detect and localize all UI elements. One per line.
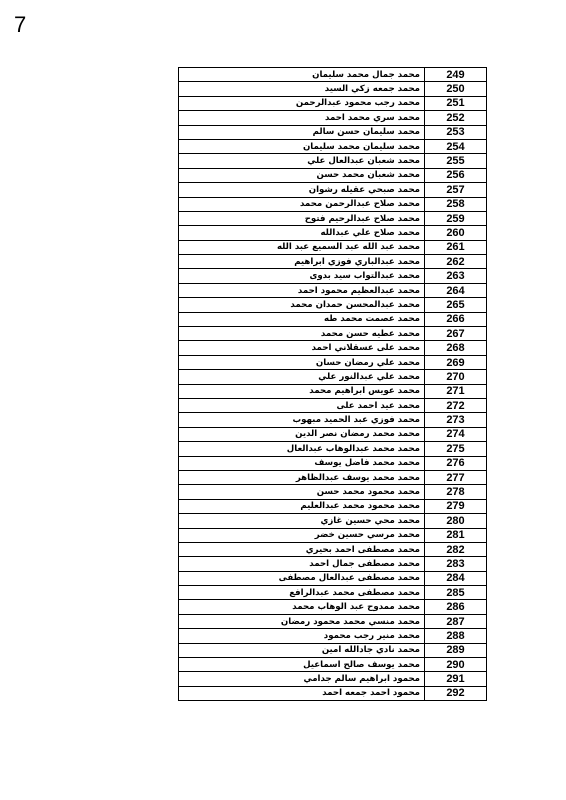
table-row [179,370,487,384]
table-row [179,442,487,456]
number-cell: 259 [425,211,487,225]
number-cell: 251 [425,96,487,110]
table-row [179,686,487,700]
table-row [179,125,487,139]
number-cell: 261 [425,240,487,254]
table-row [179,384,487,398]
name-cell: محمد سري محمد احمد [179,111,425,125]
table-row [179,614,487,628]
table-row [179,183,487,197]
name-cell: محمد سليمان حسن سالم [179,125,425,139]
table-row [179,240,487,254]
number-cell: 275 [425,442,487,456]
name-cell: محمد جمعه زكي السيد [179,82,425,96]
table-row [179,528,487,542]
name-cell: محمد عبد الله عبد السميع عبد الله [179,240,425,254]
number-cell: 257 [425,183,487,197]
number-cell: 273 [425,413,487,427]
table-row [179,600,487,614]
number-cell: 292 [425,686,487,700]
table-row [179,456,487,470]
table-row [179,643,487,657]
table-row [179,168,487,182]
number-cell: 285 [425,586,487,600]
name-cell: محمد رجب محمود عبدالرحمن [179,96,425,110]
number-cell: 276 [425,456,487,470]
number-cell: 249 [425,68,487,82]
table-row [179,298,487,312]
number-cell: 274 [425,427,487,441]
number-cell: 252 [425,111,487,125]
table-row [179,154,487,168]
name-cell: محمد منير رجب محمود [179,629,425,643]
number-cell: 281 [425,528,487,542]
name-cell: محمد صلاح عبدالرحيم فتوح [179,211,425,225]
table-row [179,398,487,412]
table-row [179,571,487,585]
name-cell: محمد محي حسين غازي [179,514,425,528]
number-cell: 268 [425,341,487,355]
name-cell: محمد عويس ابراهيم محمد [179,384,425,398]
number-cell: 278 [425,485,487,499]
table-row [179,283,487,297]
number-cell: 260 [425,226,487,240]
number-cell: 279 [425,499,487,513]
name-cell: محمد جمال محمد سليمان [179,68,425,82]
number-cell: 284 [425,571,487,585]
name-cell: محمد ممدوح عبد الوهاب محمد [179,600,425,614]
name-cell: محمد منسي محمد محمود رمضان [179,614,425,628]
name-cell: محمد عبدالباري فوزي ابراهيم [179,255,425,269]
page-number: 7 [14,12,27,37]
number-cell: 254 [425,139,487,153]
table-row [179,542,487,556]
number-cell: 250 [425,82,487,96]
name-cell: محمد فوزي عبد الحميد مبهوب [179,413,425,427]
name-cell: محمد عيد احمد على [179,398,425,412]
number-cell: 289 [425,643,487,657]
name-cell: محمد محمد يوسف عبدالظاهر [179,470,425,484]
name-cell: محمد عبدالعظيم محمود احمد [179,283,425,297]
number-cell: 263 [425,269,487,283]
name-cell: محمد على عسقلاني احمد [179,341,425,355]
name-cell: محمد محمد فاضل يوسف [179,456,425,470]
number-cell: 287 [425,614,487,628]
table-row [179,197,487,211]
name-cell: محمد عبدالمحسن حمدان محمد [179,298,425,312]
name-cell: محمد شعبان عبدالعال علي [179,154,425,168]
name-cell: محمد محمود محمد حسن [179,485,425,499]
name-cell: محمد صبحي عقيله رشوان [179,183,425,197]
name-cell: محمد علي رمضان حسان [179,355,425,369]
name-cell: محمد مصطفى محمد عبدالرافع [179,586,425,600]
table-row [179,557,487,571]
number-cell: 282 [425,542,487,556]
name-cell: محمد مصطفى جمال احمد [179,557,425,571]
name-cell: محمد علي عبدالنور علي [179,370,425,384]
name-cell: محمد صلاح علي عبدالله [179,226,425,240]
number-cell: 265 [425,298,487,312]
table-row [179,211,487,225]
name-cell: محمد عصمت محمد طه [179,312,425,326]
name-cell: محمد عطيه حسن محمد [179,327,425,341]
table-row [179,672,487,686]
number-cell: 270 [425,370,487,384]
table-row [179,327,487,341]
number-cell: 264 [425,283,487,297]
number-cell: 271 [425,384,487,398]
name-cell: محمد نادي جادالله امين [179,643,425,657]
name-cell: محمد مصطفى عبدالعال مصطفى [179,571,425,585]
table-row [179,269,487,283]
table-row [179,427,487,441]
number-cell: 283 [425,557,487,571]
table-row [179,111,487,125]
table-row [179,470,487,484]
name-cell: محمد محمد عبدالوهاب عبدالعال [179,442,425,456]
name-cell: محمد محمد رمضان نصر الدين [179,427,425,441]
table-row [179,499,487,513]
names-table [178,67,487,701]
number-cell: 267 [425,327,487,341]
table-row [179,485,487,499]
number-cell: 253 [425,125,487,139]
table-row [179,355,487,369]
name-cell: محمد عبدالتواب سيد بدوى [179,269,425,283]
number-cell: 262 [425,255,487,269]
table-row [179,413,487,427]
number-cell: 288 [425,629,487,643]
names-table-body [179,68,487,701]
table-row [179,82,487,96]
table-row [179,139,487,153]
name-cell: محمد مصطفى احمد بحيري [179,542,425,556]
table-row [179,312,487,326]
name-cell: محمود ابراهيم سالم جدامي [179,672,425,686]
name-cell: محمد صلاح عبدالرحمن محمد [179,197,425,211]
name-cell: محمود احمد جمعه احمد [179,686,425,700]
number-cell: 256 [425,168,487,182]
table-row [179,96,487,110]
number-cell: 286 [425,600,487,614]
table-row [179,658,487,672]
name-cell: محمد مرسي حسين خضر [179,528,425,542]
name-cell: محمد سليمان محمد سليمان [179,139,425,153]
number-cell: 277 [425,470,487,484]
table-row [179,226,487,240]
name-cell: محمد شعبان محمد حسن [179,168,425,182]
table-row [179,68,487,82]
table-row [179,341,487,355]
number-cell: 291 [425,672,487,686]
number-cell: 266 [425,312,487,326]
table-row [179,514,487,528]
number-cell: 272 [425,398,487,412]
table-row [179,586,487,600]
number-cell: 255 [425,154,487,168]
name-cell: محمد يوسف صالح اسماعيل [179,658,425,672]
number-cell: 290 [425,658,487,672]
table-row [179,629,487,643]
number-cell: 258 [425,197,487,211]
table-row [179,255,487,269]
number-cell: 280 [425,514,487,528]
name-cell: محمد محمود محمد عبدالعليم [179,499,425,513]
number-cell: 269 [425,355,487,369]
